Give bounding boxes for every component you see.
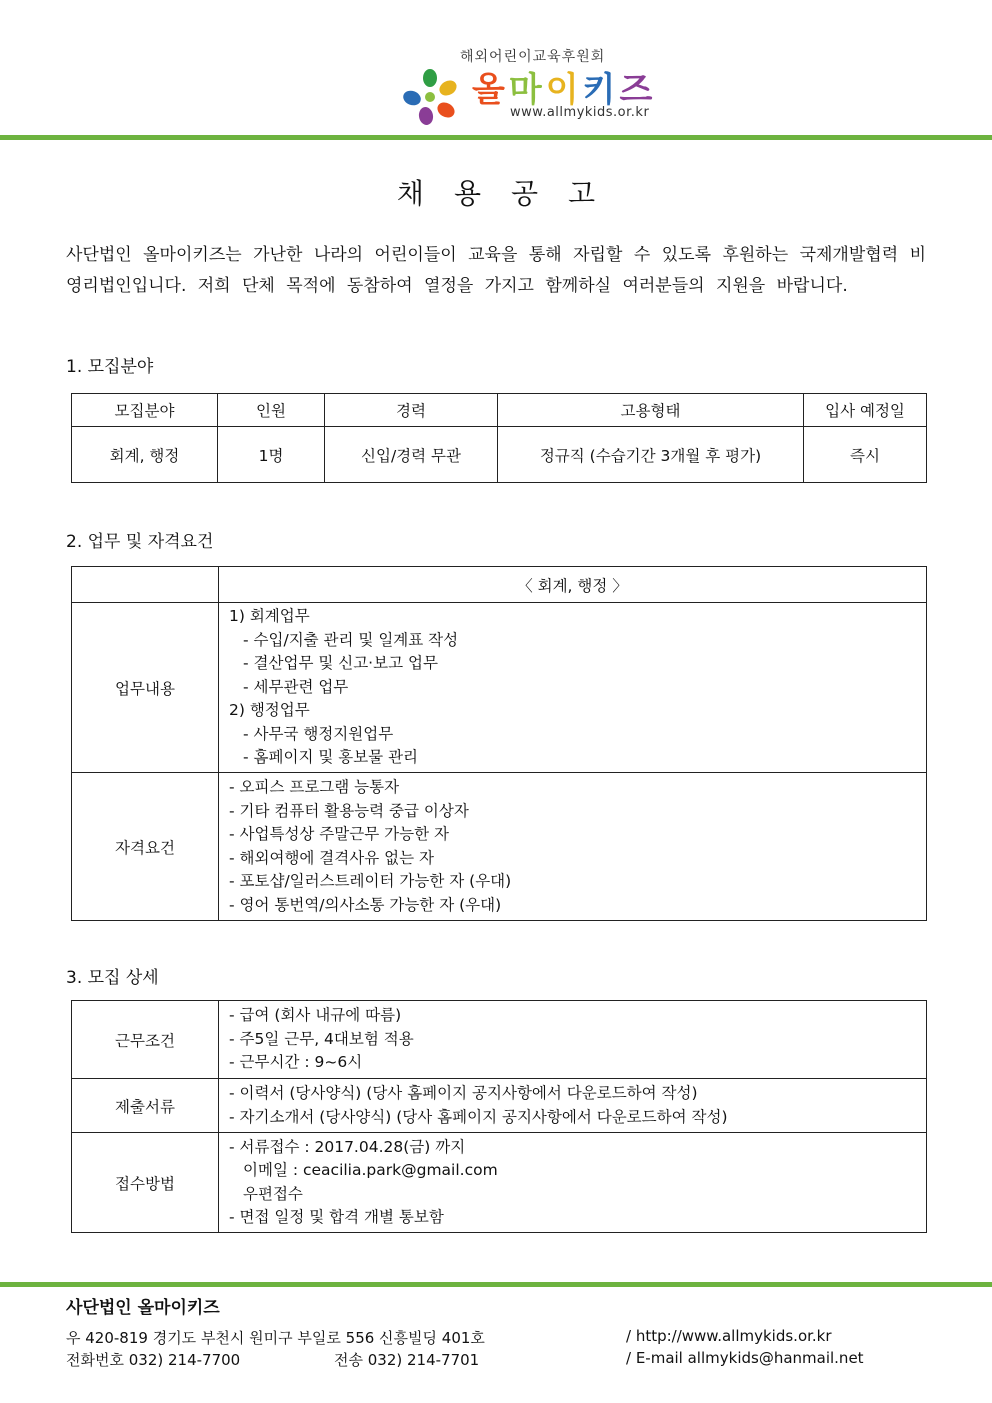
section-2-heading: 2. 업무 및 자격요건 (66, 532, 214, 552)
footer-website-link[interactable]: / http://www.allmykids.or.kr (626, 1327, 832, 1345)
logo-subtitle: 해외어린이교육후원회 (460, 49, 606, 65)
table-row (72, 1133, 927, 1233)
recruitment-details-table (71, 1000, 927, 1233)
apply-item: - 서류접수 : 2017.04.28(금) 까지 (229, 1137, 466, 1156)
qualification-item: - 사업특성상 주말근무 가능한 자 (229, 825, 449, 843)
row-label: 접수방법 (72, 1133, 219, 1233)
duty-item: 1) 회계업무 (229, 607, 310, 626)
row-label: 제출서류 (72, 1079, 219, 1133)
logo-char: 즈 (619, 70, 657, 110)
table-cell: 회계, 행정 (72, 427, 218, 483)
duty-item: - 세무관련 업무 (243, 677, 349, 696)
qualification-item: - 포토샵/일러스트레이터 가능한 자 (우대) (229, 872, 512, 890)
duties-qualifications-table (71, 566, 927, 921)
table-row (72, 773, 927, 921)
apply-item: - 면접 일정 및 합격 개별 통보함 (229, 1208, 444, 1226)
footer-divider (0, 1282, 992, 1287)
footer-email-link[interactable]: / E-mail allmykids@hanmail.net (626, 1349, 864, 1367)
condition-item: - 주5일 근무, 4대보험 적용 (229, 1029, 414, 1048)
table-cell: 1명 (218, 427, 325, 483)
table-row (72, 1079, 927, 1133)
qualifications-cell (219, 773, 927, 921)
condition-item: - 근무시간 : 9~6시 (229, 1053, 363, 1072)
column-header: 경력 (325, 394, 498, 427)
column-header: 인원 (218, 394, 325, 427)
document-item: - 이력서 (당사양식) (당사 홈페이지 공지사항에서 다운로드하여 작성) (229, 1084, 698, 1102)
duty-item: - 홈페이지 및 홍보물 관리 (243, 748, 419, 767)
column-header: 입사 예정일 (804, 394, 927, 427)
logo-char: 올 (472, 70, 509, 110)
apply-item: 우편접수 (243, 1184, 303, 1203)
duty-item: - 결산업무 및 신고·보고 업무 (243, 654, 438, 673)
duties-cell (219, 603, 927, 773)
column-header: 〈 회계, 행정 〉 (219, 567, 927, 603)
recruitment-field-table (71, 393, 927, 483)
table-header-row (72, 567, 927, 603)
qualification-item: - 오피스 프로그램 능통자 (229, 778, 400, 796)
table-row (72, 427, 927, 483)
logo (0, 40, 992, 130)
logo-char: 키 (582, 70, 620, 110)
table-header-row (72, 394, 927, 427)
section-1-heading: 1. 모집분야 (66, 357, 154, 377)
duty-item: 2) 행정업무 (229, 701, 310, 720)
document-item: - 자기소개서 (당사양식) (당사 홈페이지 공지사항에서 다운로드하여 작성) (229, 1107, 728, 1126)
conditions-cell (219, 1001, 927, 1079)
apply-cell (219, 1133, 927, 1233)
condition-item: - 급여 (회사 내규에 따름) (229, 1006, 402, 1025)
column-header: 고용형태 (498, 394, 804, 427)
table-row (72, 603, 927, 773)
logo-url: www.allmykids.or.kr (510, 105, 650, 120)
qualification-item: - 해외여행에 결격사유 없는 자 (229, 848, 434, 867)
logo-title (472, 62, 656, 111)
logo-char: 이 (545, 70, 583, 110)
row-label: 근무조건 (72, 1001, 219, 1079)
empty-header-cell (72, 567, 219, 603)
qualification-item: - 영어 통번역/의사소통 가능한 자 (우대) (229, 895, 502, 914)
documents-cell (219, 1079, 927, 1133)
header-divider (0, 135, 992, 140)
qualification-item: - 기타 컴퓨터 활용능력 중급 이상자 (229, 801, 469, 820)
table-row (72, 1001, 927, 1079)
duty-item: - 수입/지출 관리 및 일계표 작성 (243, 630, 459, 649)
footer-phone: 전화번호 032) 214-7700 (66, 1351, 241, 1369)
table-cell: 즉시 (804, 427, 927, 483)
footer-fax: 전송 032) 214-7701 (334, 1351, 480, 1369)
table-cell: 신입/경력 무관 (325, 427, 498, 483)
table-cell: 정규직 (수습기간 3개월 후 평가) (498, 427, 804, 483)
document-title: 채용공고 (396, 177, 626, 210)
row-label: 업무내용 (72, 603, 219, 773)
apply-email: 이메일 : ceacilia.park@gmail.com (243, 1161, 498, 1179)
intro-paragraph: 사단법인 올마이키즈는 가난한 나라의 어린이들이 교육을 통해 자립할 수 있도록 후원하는 국제개발협력 비영리법인입니다. 저희 단체 목적에 동참하여 열정을 가지고 함께하실 여러분들의 지원을 바랍니다. (66, 245, 926, 296)
column-header: 모집분야 (72, 394, 218, 427)
footer-address: 우 420-819 경기도 부천시 원미구 부일로 556 신흥빌딩 401호 (66, 1329, 485, 1347)
logo-char: 마 (508, 70, 546, 110)
duty-item: - 사무국 행정지원업무 (243, 724, 394, 743)
flower-logo-icon (400, 66, 462, 128)
section-3-heading: 3. 모집 상세 (66, 968, 159, 988)
row-label: 자격요건 (72, 773, 219, 921)
footer-org-name: 사단법인 올마이키즈 (66, 1298, 220, 1318)
